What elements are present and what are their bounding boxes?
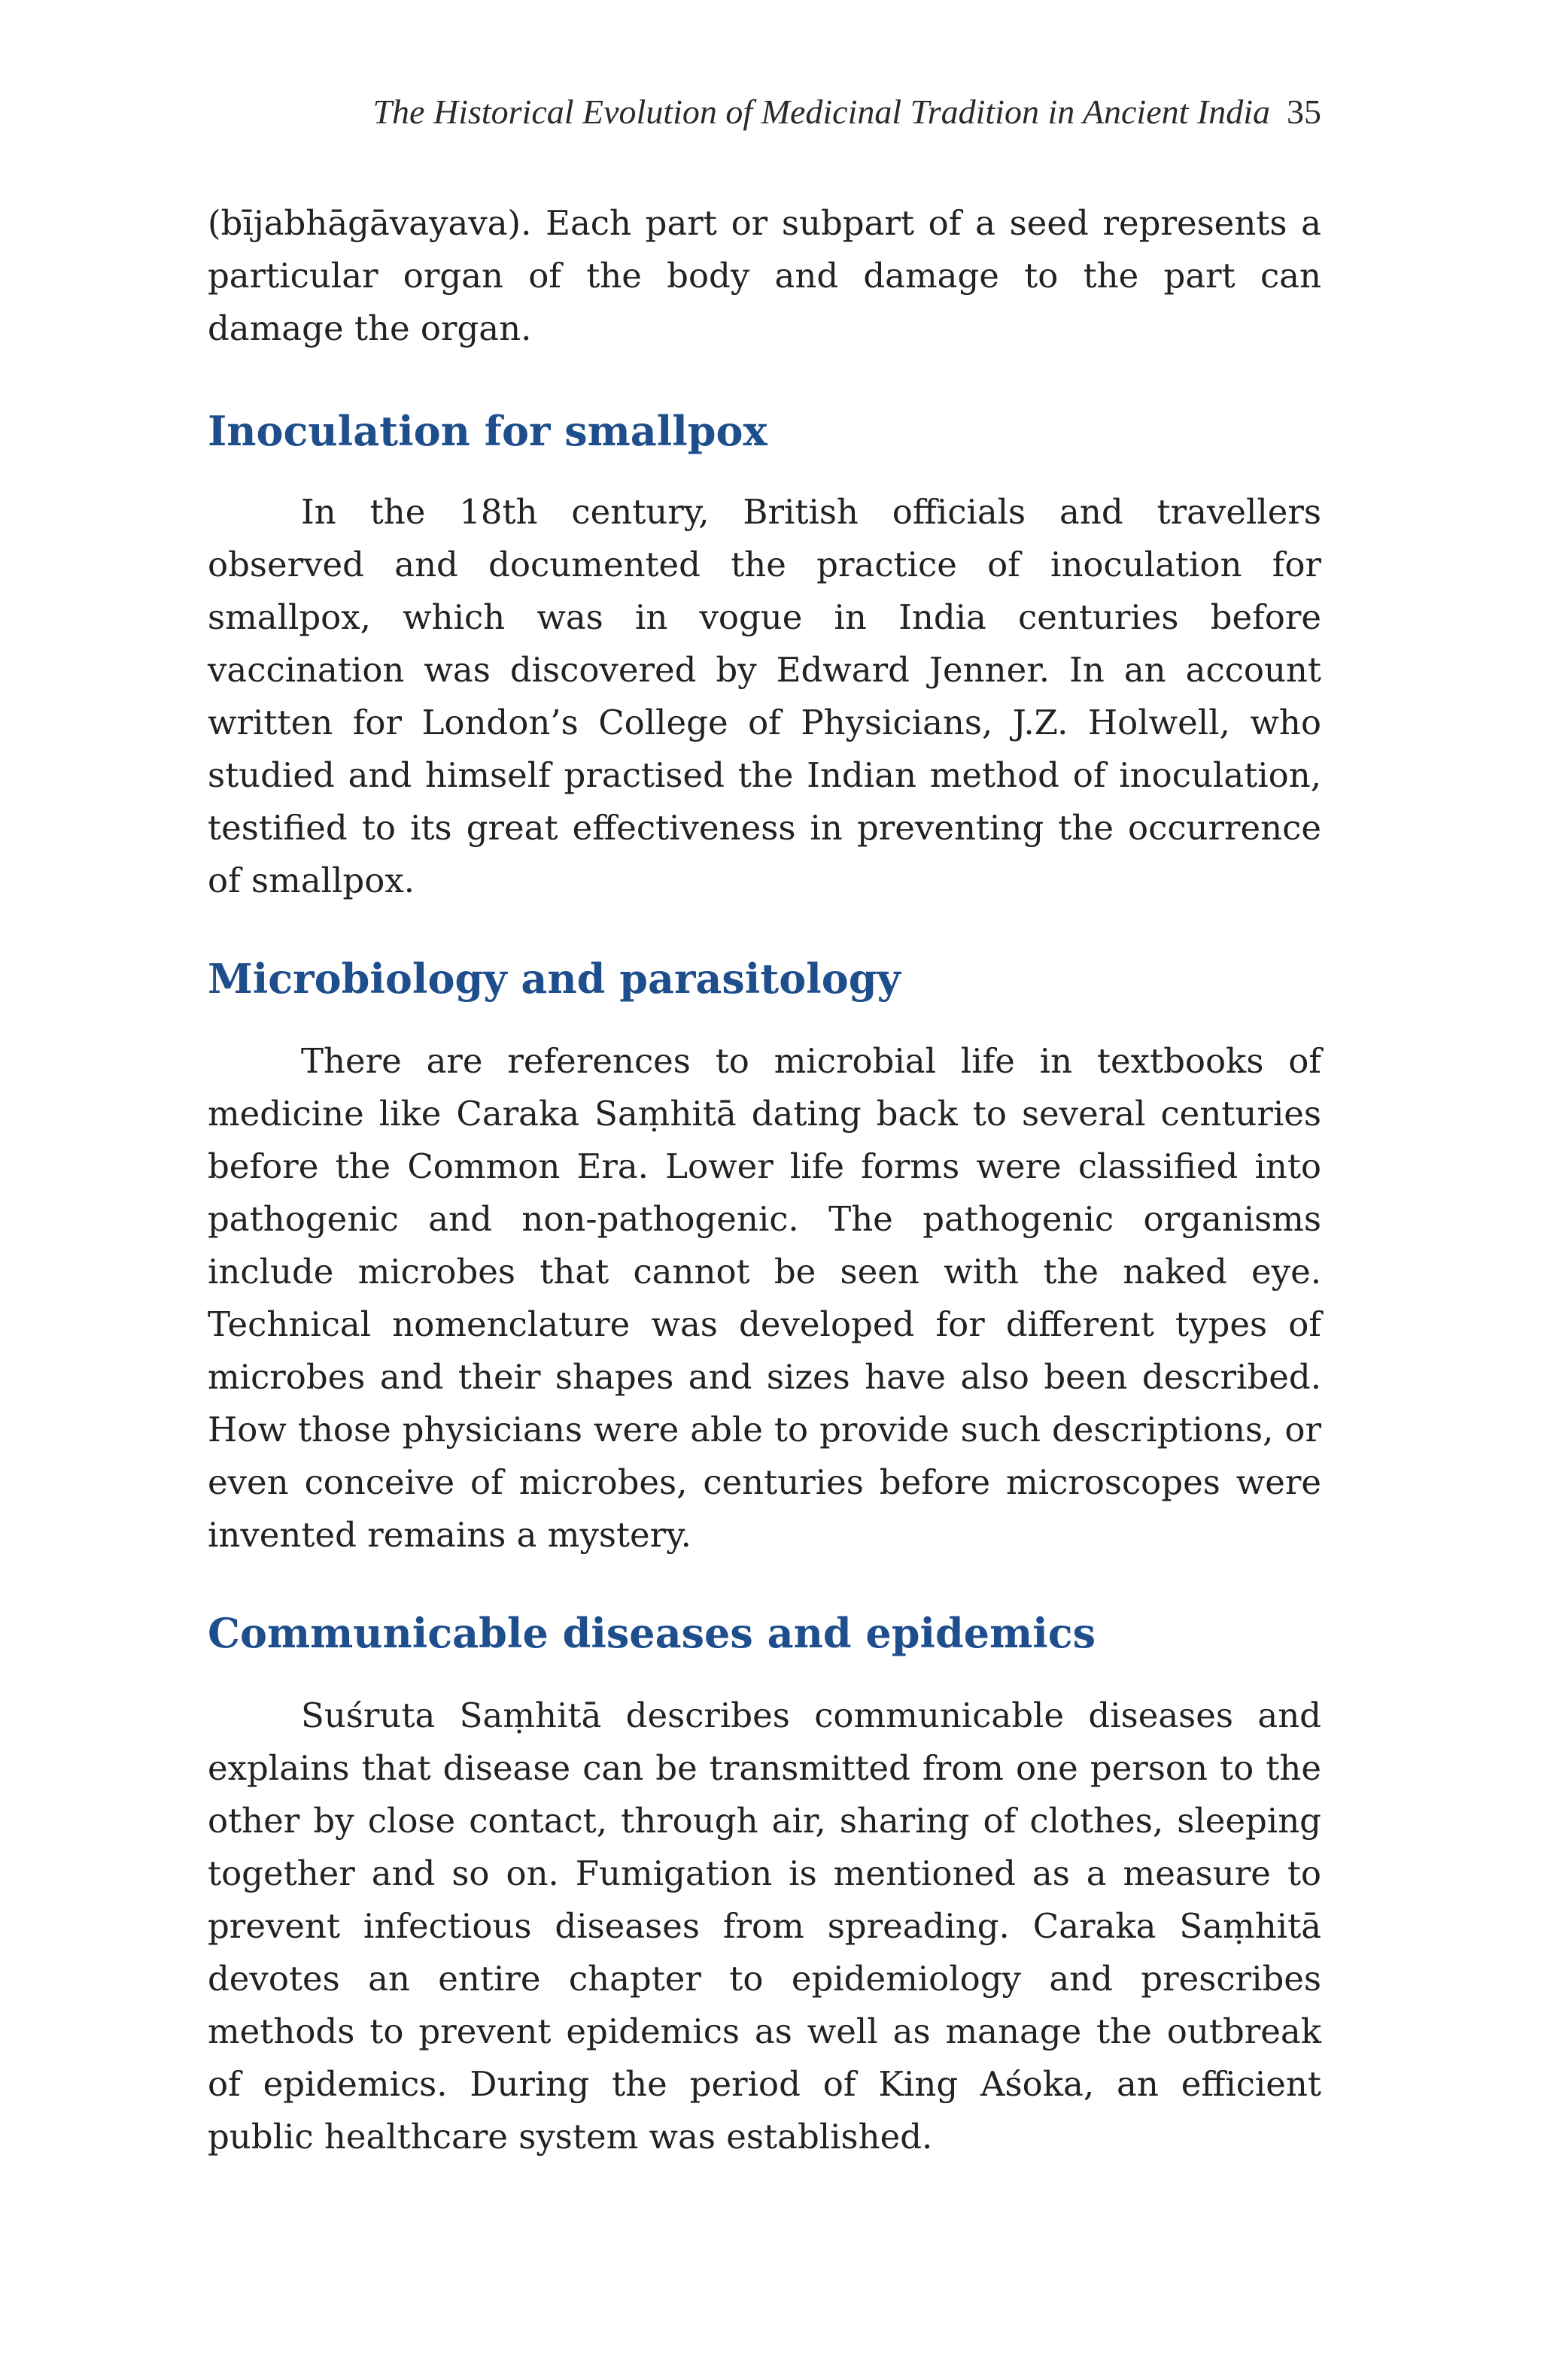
running-title: The Historical Evolution of Medicinal Tradition in Ancient India bbox=[372, 93, 1270, 131]
section-heading-microbiology: Microbiology and parasitology bbox=[208, 955, 901, 1003]
section-heading-communicable: Communicable diseases and epidemics bbox=[208, 1609, 1096, 1657]
section-paragraph-inoculation: In the 18th century, British officials and travellers observed and documented the practice of inoculation for smallpox, which was in vogue in India centuries before vaccination was discovered by Edward Jenner. In an account written for London’s College of Physicians, J.Z. Holwell, who studied and himself practised the Indian method of inoculation, testified to its great effectiveness in preventing the occurrence of smallpox. bbox=[208, 492, 1321, 900]
section-paragraph-communicable: Suśruta Saṃhitā describes communicable diseases and explains that disease can be transmitted from one person to the other by close contact, through air, sharing of clothes, sleeping together and so on. Fumigation is mentioned as a measure to prevent infectious diseases from spreading. Caraka Saṃhitā devotes an entire chapter to epidemiology and prescribes methods to prevent epidemics as well as manage the outbreak of epidemics. During the period of King Aśoka, an efficient public healthcare system was established. bbox=[208, 1695, 1321, 2157]
page-number: 35 bbox=[1287, 93, 1321, 131]
section-paragraph-microbiology: There are references to microbial life in textbooks of medicine like Caraka Saṃhitā dating back to several centuries before the Common Era. Lower life forms were classified into pathogenic and non-pathogenic. The pathogenic organisms include microbes that cannot be seen with the naked eye. Technical nomenclature was developed for different types of microbes and their shapes and sizes have also been described. How those physicians were able to provide such descriptions, or even conceive of microbes, centuries before microscopes were invented remains a mystery. bbox=[208, 1041, 1321, 1555]
intro-paragraph: (bījabhāgāvayava). Each part or subpart of a seed represents a particular organ of the body and damage to the part can damage the organ. bbox=[208, 203, 1321, 348]
running-header bbox=[208, 92, 1321, 132]
section-heading-inoculation: Inoculation for smallpox bbox=[208, 407, 767, 455]
